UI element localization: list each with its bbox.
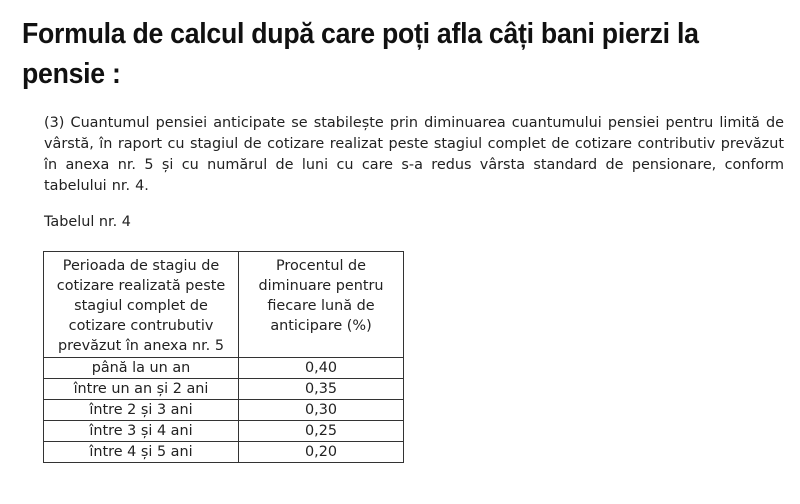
period-cell: între un an și 2 ani: [44, 379, 239, 400]
table-row: [44, 358, 404, 379]
article-headline: Formula de calcul după care poți afla câți bani pierzi la pensie :: [22, 18, 699, 90]
table-row: [44, 379, 404, 400]
period-cell: până la un an: [44, 358, 239, 379]
percent-cell: 0,35: [239, 379, 404, 400]
table-row: [44, 400, 404, 421]
percent-cell: 0,25: [239, 421, 404, 442]
table-row: [44, 421, 404, 442]
table-caption: Tabelul nr. 4: [44, 214, 131, 230]
law-paragraph: (3) Cuantumul pensiei anticipate se stabilește prin diminuarea cuantumului pensiei pentru limită de vârstă, în raport cu stagiul de cotizare realizat peste stagiul complet de cotizare contributiv prevăzut în anexa nr. 5 și cu numărul de luni cu care s-a redus vârsta standard de pensionare, conform tabelului nr. 4.: [44, 115, 784, 194]
header-contribution-period: Perioada de stagiu de cotizare realizată peste stagiul complet de cotizare contrubutiv prevăzut în anexa nr. 5: [44, 252, 239, 358]
period-cell: între 3 și 4 ani: [44, 421, 239, 442]
period-cell: între 4 și 5 ani: [44, 442, 239, 463]
period-cell: între 2 și 3 ani: [44, 400, 239, 421]
percent-cell: 0,40: [239, 358, 404, 379]
percent-cell: 0,30: [239, 400, 404, 421]
table-row: [44, 442, 404, 463]
percent-cell: 0,20: [239, 442, 404, 463]
reduction-table: [43, 251, 404, 463]
table-header-row: [44, 252, 404, 358]
header-reduction-percent: Procentul de diminuare pentru fiecare lună de anticipare (%): [239, 252, 404, 358]
